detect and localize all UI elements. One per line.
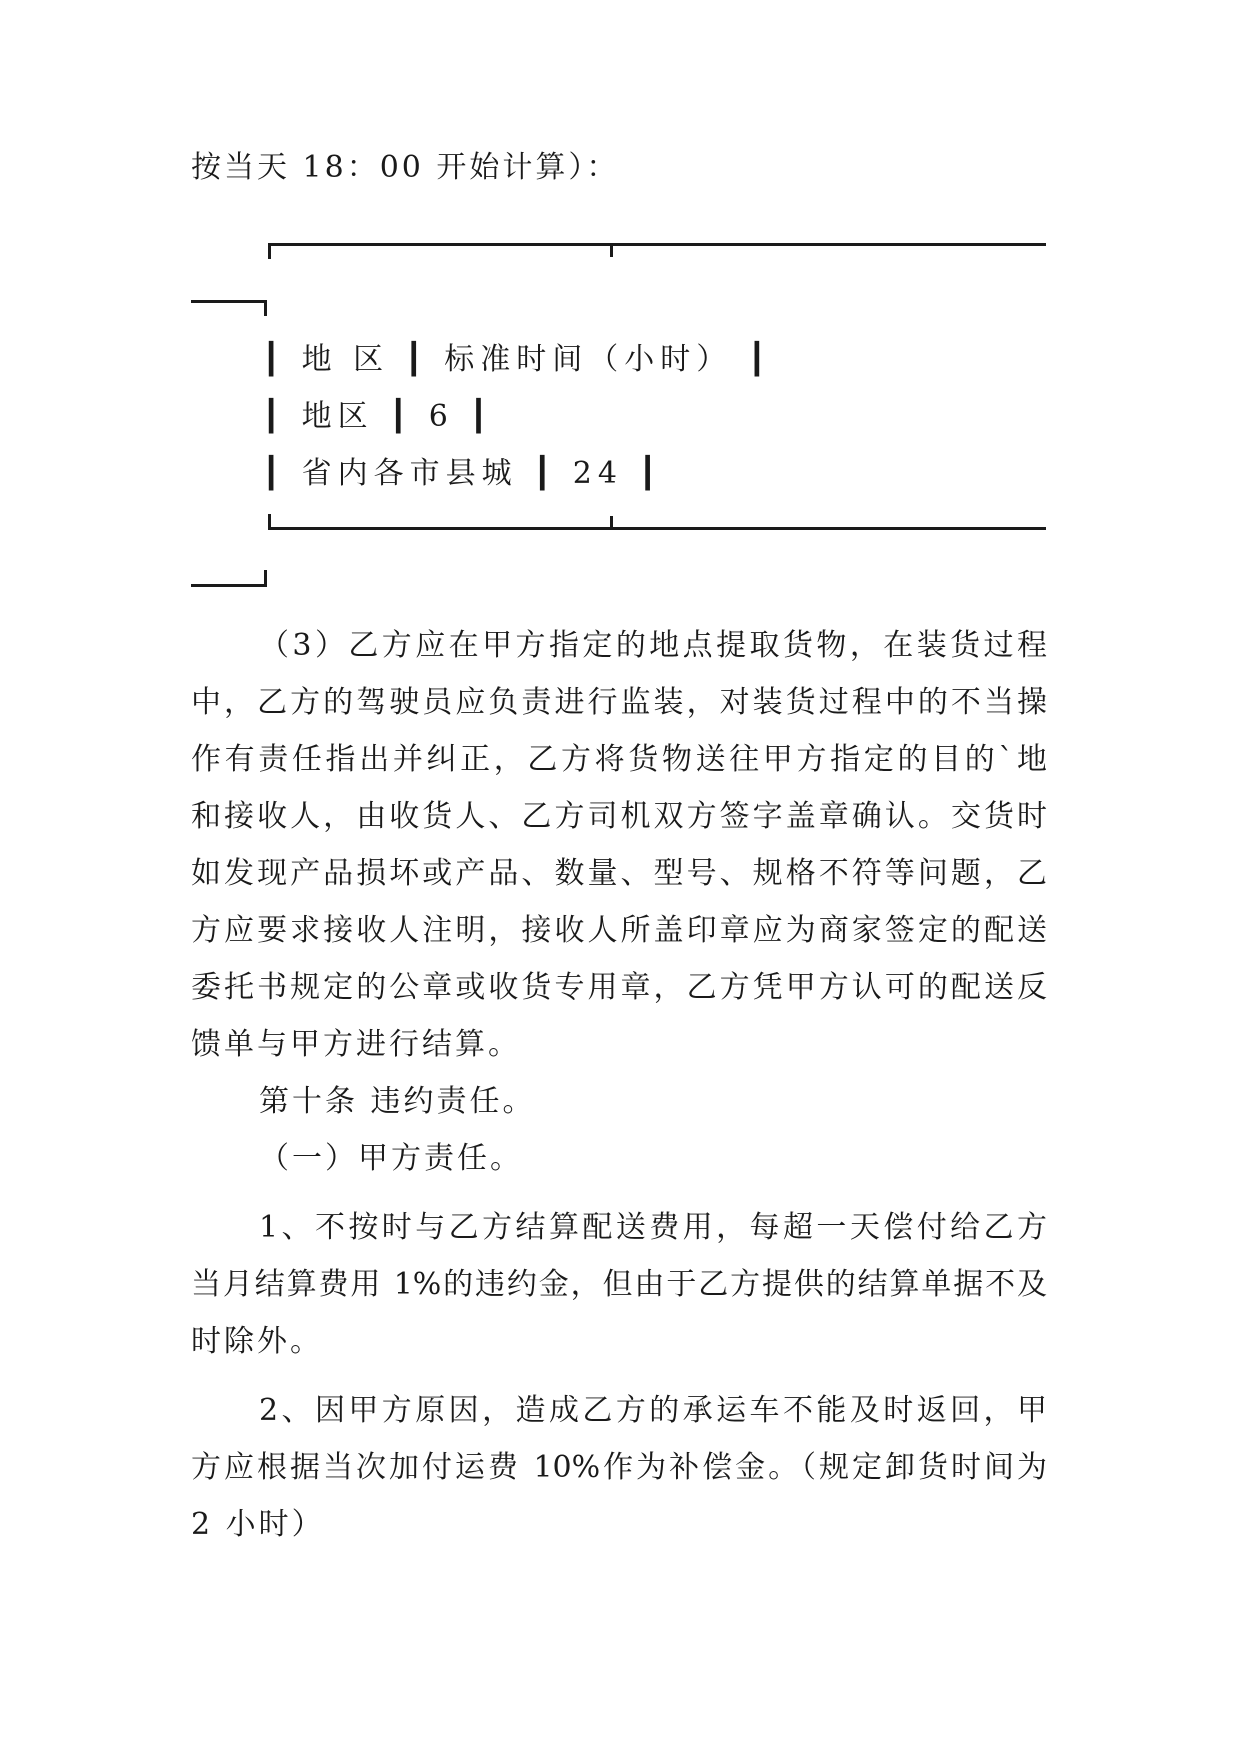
paragraph-line: （3）乙方应在甲方指定的地点提取货物，在装货过程 [259,628,1047,663]
paragraph-line: 和接收人，由收货人、乙方司机双方签字盖章确认。交货时 [191,799,1047,834]
item-line: 方应根据当次加付运费 10%作为补偿金。（规定卸货时间为 [191,1450,1047,1485]
table-row-2: ┃ 省内各市县城 ┃ 24 ┃ [262,456,663,491]
intro-line: 按当天 18：00 开始计算）： [191,150,620,185]
item-line: 2 小时） [191,1507,325,1542]
paragraph-line: 作有责任指出并纠正，乙方将货物送往甲方指定的目的`地 [191,742,1047,777]
table-header-row: ┃ 地 区 ┃ 标准时间（小时） ┃ [262,342,772,377]
table-corner-top-right [264,300,267,316]
paragraph-line: 委托书规定的公章或收货专用章，乙方凭甲方认可的配送反 [191,970,1047,1005]
paragraph-line: 方应要求接收人注明，接收人所盖印章应为商家签定的配送 [191,913,1047,948]
table-bottom-border [268,527,1046,530]
paragraph-line: 中，乙方的驾驶员应负责进行监装，对装货过程中的不当操 [191,685,1047,720]
table-top-border [268,243,1046,246]
item-line: 1、不按时与乙方结算配送费用，每超一天偿付给乙方 [259,1210,1047,1245]
table-bottom-border-wrap [191,584,266,587]
item-line: 2、因甲方原因，造成乙方的承运车不能及时返回，甲 [259,1393,1047,1428]
table-top-border-wrap [191,300,266,303]
paragraph-line: 如发现产品损坏或产品、数量、型号、规格不符等问题，乙 [191,856,1047,891]
item-line: 时除外。 [191,1324,323,1359]
table-corner-bottom-right [264,570,267,587]
section-a-heading: （一）甲方责任。 [259,1141,523,1176]
article-10-heading: 第十条 违约责任。 [259,1084,536,1119]
item-line: 当月结算费用 1%的违约金，但由于乙方提供的结算单据不及 [191,1267,1047,1302]
table-bottom-divider [610,516,613,530]
table-top-divider [610,243,613,257]
paragraph-line: 馈单与甲方进行结算。 [191,1027,521,1062]
table-row-1: ┃ 地区 ┃ 6 ┃ [262,399,494,434]
